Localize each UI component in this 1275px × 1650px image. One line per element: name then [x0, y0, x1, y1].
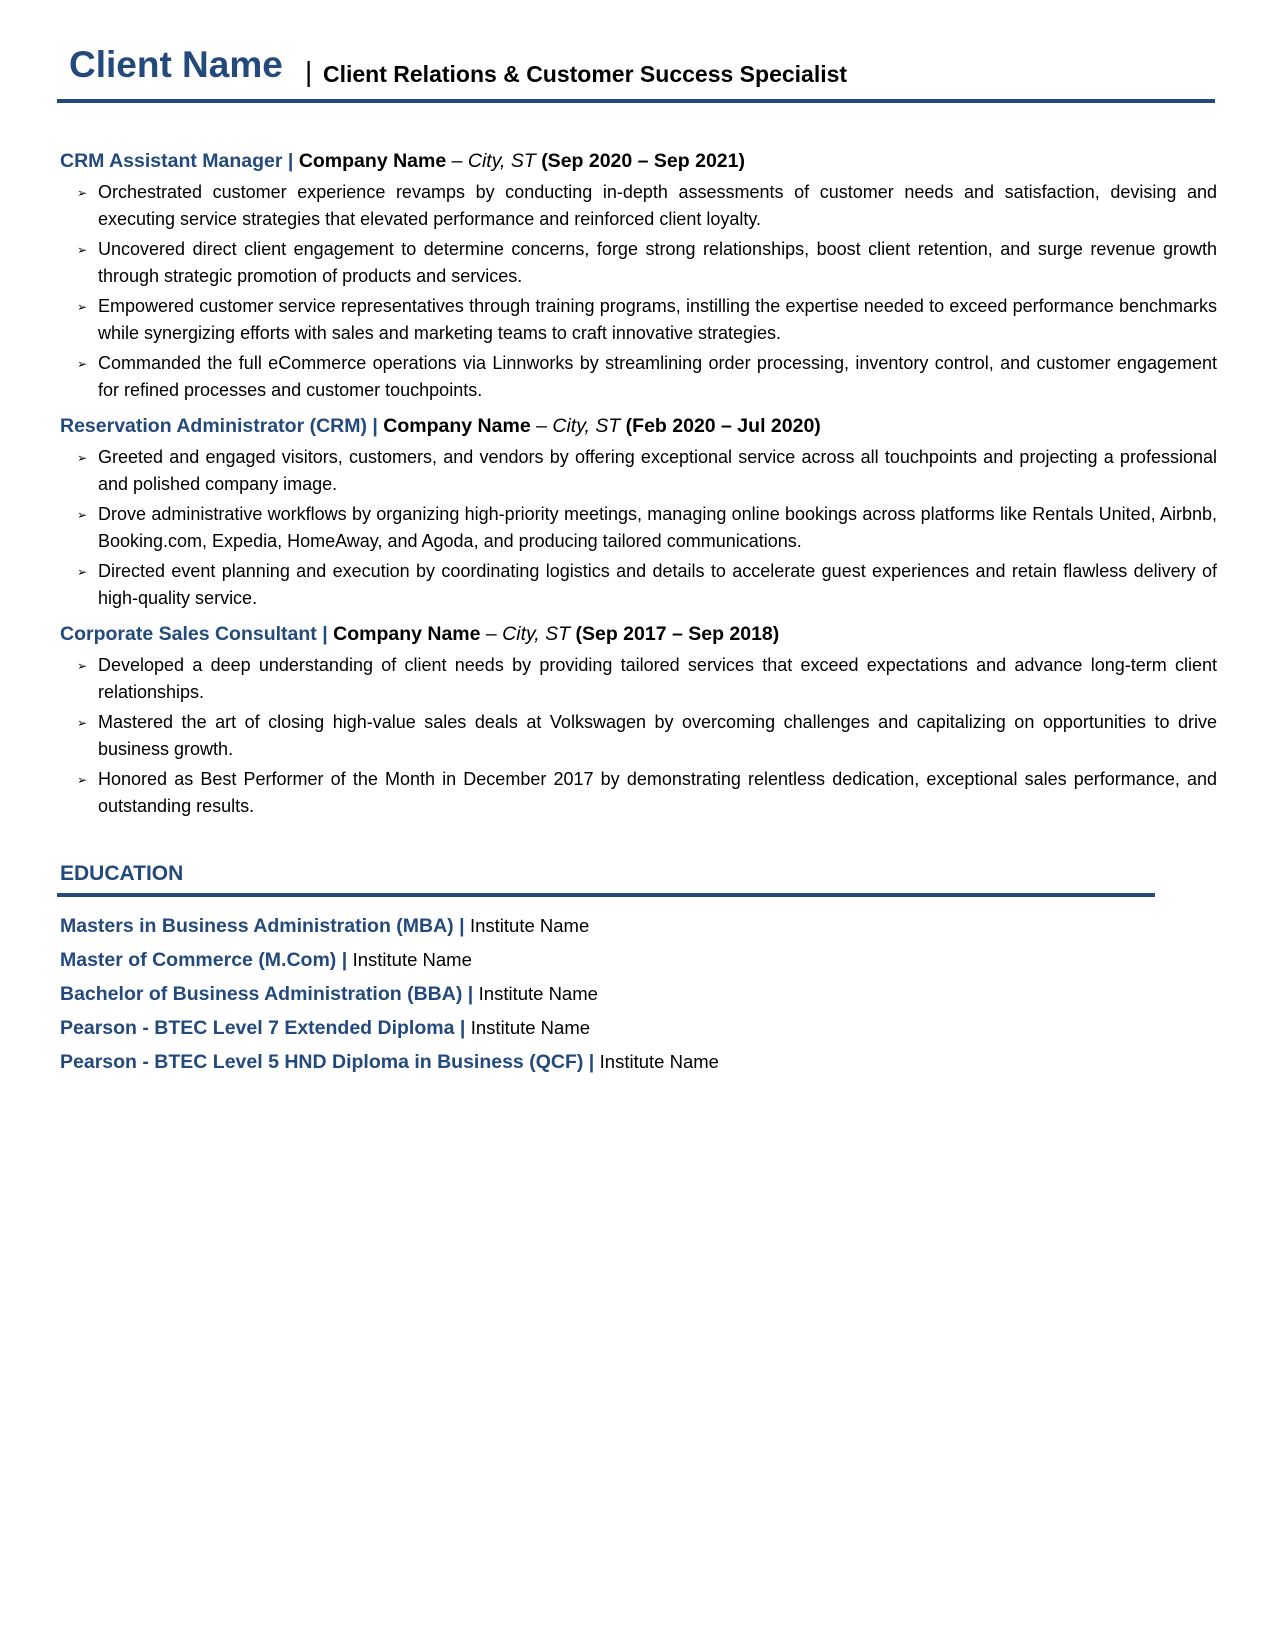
job-entry [60, 620, 1217, 819]
bullet-text: Orchestrated customer experience revamps by conducting in-depth assessments of customer needs and satisfaction, devising and executing service strategies that elevated performance and reinforced client loyalty. [98, 182, 1217, 229]
education-separator: | [459, 915, 465, 937]
education-item [60, 1014, 1160, 1048]
job-bullets [60, 444, 1217, 611]
header-separator: | [305, 56, 313, 87]
arrowhead-bullet-icon: ➢ [77, 451, 88, 465]
location-dash: – [480, 623, 503, 645]
job-heading [60, 147, 1217, 175]
institute-name: Institute Name [352, 949, 472, 970]
arrowhead-bullet-icon: ➢ [77, 186, 88, 200]
degree-name: Bachelor of Business Administration (BBA) [60, 983, 463, 1005]
institute-name: Institute Name [470, 1017, 591, 1038]
job-dates: (Feb 2020 – Jul 2020) [625, 415, 821, 437]
header-role: Client Relations & Customer Success Specialist [323, 61, 848, 87]
degree-name: Pearson - BTEC Level 7 Extended Diploma [60, 1017, 455, 1039]
bullet-text: Uncovered direct client engagement to determine concerns, forge strong relationships, boost client retention, and surge revenue growth through strategic promotion of products and services. [98, 239, 1217, 286]
bullet-item [60, 558, 1217, 611]
arrowhead-bullet-icon: ➢ [77, 243, 88, 257]
job-location: City, ST [552, 415, 621, 437]
bullet-text: Drove administrative workflows by organizing high-priority meetings, managing online bookings across platforms like Rentals United, Airbnb, Booking.com, Expedia, HomeAway, and Agoda, and producing tailored communications. [98, 504, 1217, 551]
bullet-item [60, 652, 1217, 705]
job-heading [60, 412, 1217, 440]
bullet-item [60, 709, 1217, 762]
job-location: City, ST [502, 623, 571, 645]
bullet-item [60, 293, 1217, 346]
location-dash: – [530, 415, 553, 437]
arrowhead-bullet-icon: ➢ [77, 773, 88, 787]
education-divider [57, 893, 1155, 897]
resume-header [57, 44, 1215, 100]
degree-name: Pearson - BTEC Level 5 HND Diploma in Business (QCF) [60, 1051, 584, 1073]
job-bullets [60, 179, 1217, 403]
arrowhead-bullet-icon: ➢ [77, 508, 88, 522]
bullet-text: Honored as Best Performer of the Month in December 2017 by demonstrating relentless dedication, exceptional sales performance, and outstanding results. [98, 769, 1217, 816]
bullet-item [60, 350, 1217, 403]
bullet-text: Commanded the full eCommerce operations via Linnworks by streamlining order processing, inventory control, and customer engagement for refined processes and customer touchpoints. [98, 353, 1217, 400]
header-divider [57, 99, 1215, 103]
job-dates: (Sep 2017 – Sep 2018) [575, 623, 780, 645]
education-separator: | [588, 1051, 595, 1073]
job-heading [60, 620, 1217, 648]
job-title: Reservation Administrator (CRM) [60, 415, 367, 437]
arrowhead-bullet-icon: ➢ [77, 716, 88, 730]
bullet-item [60, 444, 1217, 497]
bullet-text: Directed event planning and execution by coordinating logistics and details to accelerate guest experiences and retain flawless delivery of high-quality service. [98, 561, 1217, 608]
bullet-text: Developed a deep understanding of client needs by providing tailored services that exceed expectations and advance long-term client relationships. [98, 655, 1217, 702]
education-item [60, 980, 1160, 1014]
arrowhead-bullet-icon: ➢ [77, 300, 88, 314]
job-dates: (Sep 2020 – Sep 2021) [541, 150, 745, 172]
education-item [60, 946, 1160, 980]
bullet-item [60, 236, 1217, 289]
job-separator: | [322, 623, 328, 645]
experience-section [60, 147, 1217, 828]
job-bullets [60, 652, 1217, 819]
education-separator: | [467, 983, 474, 1005]
job-separator: | [287, 150, 294, 172]
arrowhead-bullet-icon: ➢ [77, 659, 88, 673]
education-list [60, 912, 1160, 1082]
education-heading: EDUCATION [60, 862, 184, 885]
bullet-text: Mastered the art of closing high-value sales deals at Volkswagen by overcoming challenges and capitalizing on opportunities to drive business growth. [98, 712, 1217, 759]
job-title: CRM Assistant Manager [60, 150, 283, 172]
institute-name: Institute Name [599, 1051, 719, 1072]
bullet-item [60, 179, 1217, 232]
education-separator: | [459, 1017, 466, 1039]
bullet-text: Greeted and engaged visitors, customers, and vendors by offering exceptional service across all touchpoints and projecting a professional and polished company image. [98, 447, 1217, 494]
education-item [60, 1048, 1160, 1082]
bullet-item [60, 501, 1217, 554]
company-name: Company Name [333, 623, 481, 645]
institute-name: Institute Name [469, 915, 590, 936]
job-location: City, ST [467, 150, 536, 172]
client-name: Client Name [69, 44, 283, 85]
degree-name: Masters in Business Administration (MBA) [60, 915, 454, 937]
degree-name: Master of Commerce (M.Com) [60, 949, 337, 971]
job-entry [60, 147, 1217, 403]
education-item [60, 912, 1160, 946]
job-entry [60, 412, 1217, 611]
arrowhead-bullet-icon: ➢ [77, 565, 88, 579]
bullet-item [60, 766, 1217, 819]
bullet-text: Empowered customer service representatives through training programs, instilling the expertise needed to exceed performance benchmarks while synergizing efforts with sales and marketing teams to craft innovative strategies. [98, 296, 1217, 343]
education-separator: | [341, 949, 348, 971]
company-name: Company Name [298, 150, 447, 172]
company-name: Company Name [383, 415, 531, 437]
job-separator: | [372, 415, 378, 437]
job-title: Corporate Sales Consultant [60, 623, 317, 645]
arrowhead-bullet-icon: ➢ [77, 357, 88, 371]
institute-name: Institute Name [478, 983, 598, 1004]
location-dash: – [446, 150, 468, 172]
